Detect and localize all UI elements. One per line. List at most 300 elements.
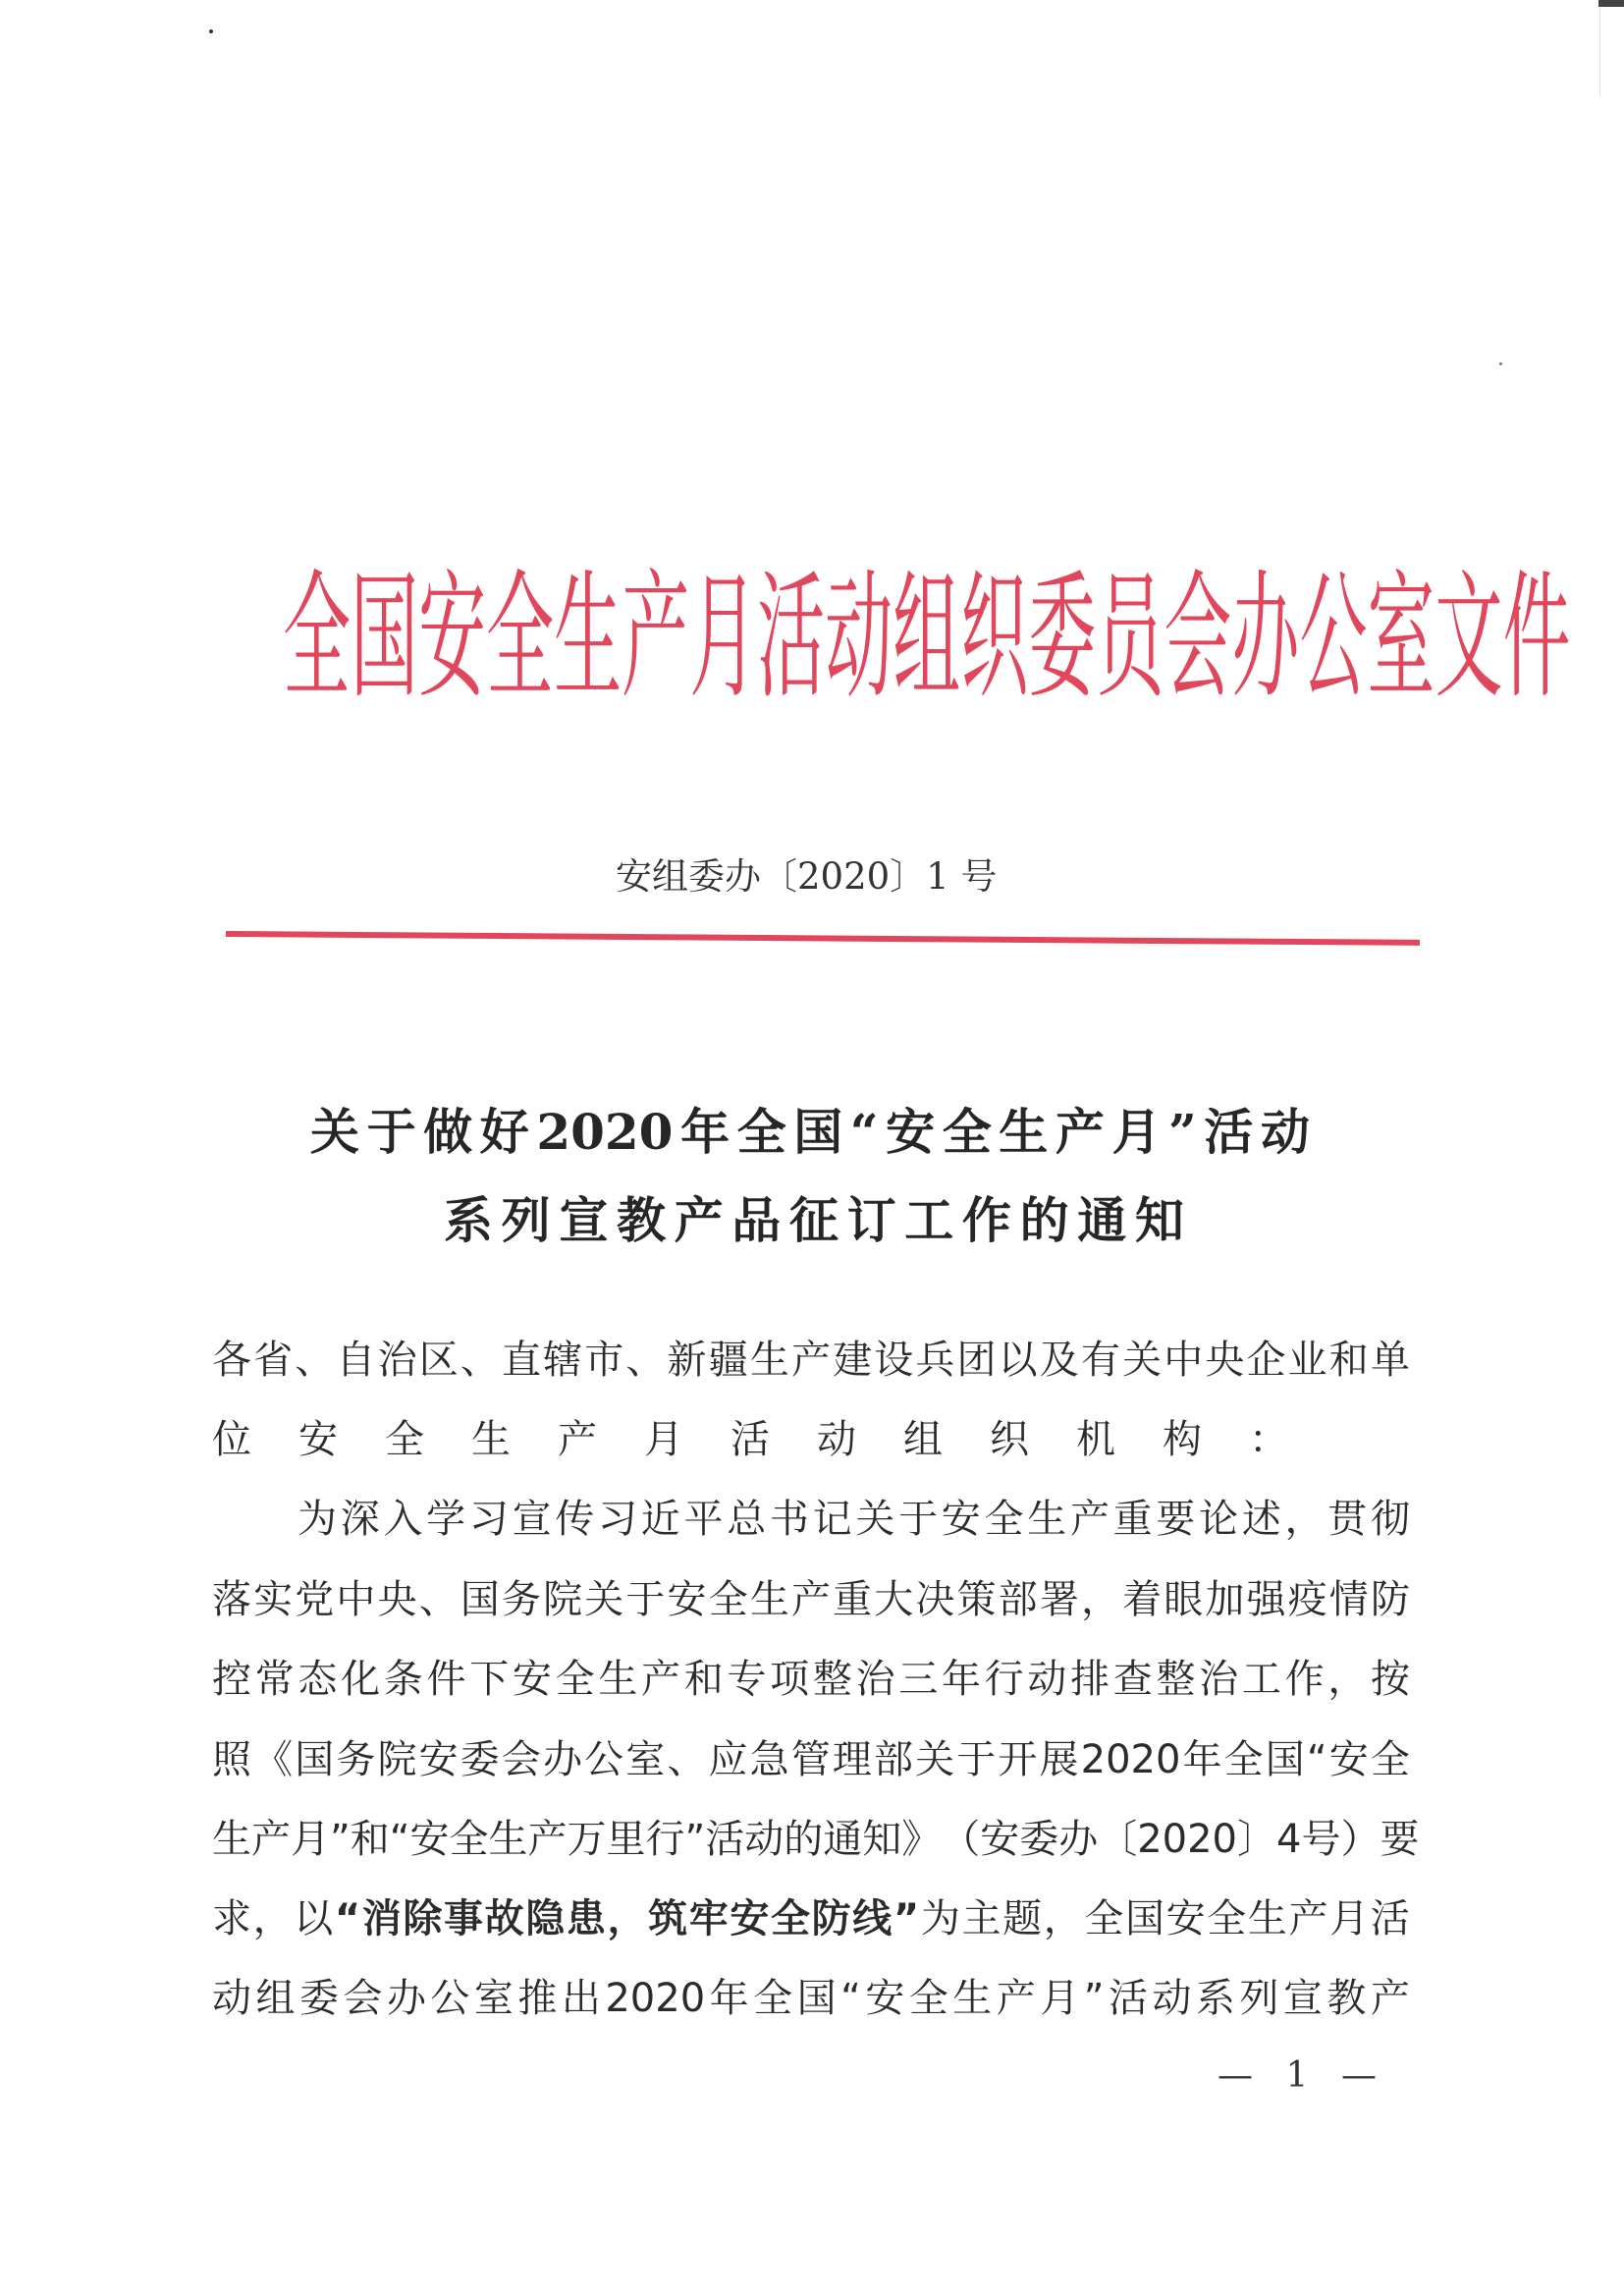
glyph: 〔 xyxy=(1098,1817,1138,1862)
glyph: 署 xyxy=(1039,1577,1079,1622)
glyph: 品 xyxy=(731,1191,782,1249)
glyph: ” xyxy=(330,1817,351,1862)
glyph: 防 xyxy=(811,1896,851,1941)
glyph: 列 xyxy=(501,1191,551,1249)
glyph: 组 xyxy=(255,1976,296,2021)
glyph: 全 xyxy=(555,1657,595,1702)
glyph: 全 xyxy=(736,1103,786,1161)
glyph: 系 xyxy=(1195,1976,1235,2021)
glyph: 部 xyxy=(874,1737,913,1782)
glyph: 公 xyxy=(1299,558,1368,718)
glyph: 《 xyxy=(253,1737,294,1782)
glyph: 兵 xyxy=(915,1338,955,1383)
glyph: 活 xyxy=(731,1417,770,1462)
glyph: 业 xyxy=(1287,1338,1327,1383)
glyph: 全 xyxy=(385,1417,424,1462)
glyph: 办 xyxy=(386,1976,426,2021)
glyph: 安 xyxy=(886,1103,936,1161)
document-title-line-2 xyxy=(444,1191,1184,1250)
glyph: 主 xyxy=(961,1896,1001,1941)
glyph: 2020 xyxy=(1080,1737,1181,1782)
glyph: 国 xyxy=(1265,1737,1305,1782)
glyph: 全 xyxy=(771,1896,811,1941)
glyph: 管 xyxy=(790,1737,831,1782)
glyph: 深 xyxy=(340,1497,380,1542)
glyph: 展 xyxy=(1039,1737,1079,1782)
glyph: 要 xyxy=(1380,1817,1420,1862)
glyph: 控 xyxy=(212,1657,251,1702)
glyph: 》 xyxy=(901,1817,942,1862)
glyph: 公 xyxy=(430,1976,470,2021)
glyph: 生 xyxy=(598,1657,638,1702)
glyph: 产 xyxy=(1288,1896,1328,1941)
glyph: 办 xyxy=(1058,1817,1099,1862)
glyph: 全 xyxy=(1084,1896,1124,1941)
glyph: ， xyxy=(1327,1657,1368,1702)
glyph: 行 xyxy=(984,1657,1024,1702)
glyph: 全 xyxy=(486,558,555,718)
document-title-line-1 xyxy=(310,1103,1310,1162)
glyph: 强 xyxy=(1246,1577,1286,1622)
glyph: ， xyxy=(607,1896,647,1941)
glyph: 新 xyxy=(667,1338,707,1383)
body-line xyxy=(212,1732,1410,1787)
glyph: 工 xyxy=(904,1191,954,1249)
glyph: 述 xyxy=(1241,1497,1281,1542)
glyph: 组 xyxy=(893,558,961,718)
glyph: 院 xyxy=(377,1737,417,1782)
glyph: 防 xyxy=(1370,1577,1410,1622)
glyph: 建 xyxy=(833,1338,873,1383)
glyph: 产 xyxy=(1069,1497,1110,1542)
glyph: 活 xyxy=(757,558,826,718)
glyph: 行 xyxy=(645,1817,685,1862)
glyph: 单 xyxy=(1370,1338,1410,1383)
glyph: 产 xyxy=(558,1417,597,1462)
glyph: 办 xyxy=(543,1737,582,1782)
letterhead-divider xyxy=(226,931,1420,946)
glyph: 产 xyxy=(790,1338,831,1383)
glyph: 中 xyxy=(336,1577,376,1622)
glyph: 总 xyxy=(727,1497,767,1542)
glyph: 月 xyxy=(689,558,758,718)
glyph: 委 xyxy=(1028,558,1097,718)
glyph: 的 xyxy=(784,1817,824,1862)
glyph: “ xyxy=(334,1896,361,1941)
glyph: 好 xyxy=(479,1103,529,1161)
glyph: 全 xyxy=(1370,1737,1410,1782)
glyph: 生 xyxy=(554,558,623,718)
glyph: 传 xyxy=(555,1497,595,1542)
glyph: 重 xyxy=(833,1577,873,1622)
body-line xyxy=(212,1812,1420,1867)
glyph: “ xyxy=(849,1103,879,1161)
glyph: 员 xyxy=(1096,558,1164,718)
glyph: 学 xyxy=(426,1497,466,1542)
body-line xyxy=(298,1492,1410,1547)
glyph: 〕 xyxy=(1237,1817,1276,1862)
glyph: 贯 xyxy=(1327,1497,1368,1542)
glyph: 里 xyxy=(606,1817,646,1862)
glyph: ” xyxy=(1083,1976,1105,2021)
glyph: 全 xyxy=(283,558,352,718)
glyph: 安 xyxy=(941,1497,981,1542)
glyph: 自 xyxy=(336,1338,376,1383)
glyph: 产 xyxy=(251,1817,291,1862)
glyph: 团 xyxy=(956,1338,997,1383)
glyph: 生 xyxy=(749,1338,789,1383)
glyph: 动 xyxy=(744,1817,785,1862)
glyph: 产 xyxy=(1055,1103,1105,1161)
glyph: 排 xyxy=(1070,1657,1110,1702)
glyph: 线 xyxy=(852,1896,893,1941)
glyph: 消 xyxy=(361,1896,402,1941)
glyph: 和 xyxy=(1328,1338,1369,1383)
glyph: 实 xyxy=(253,1577,294,1622)
glyph: 专 xyxy=(727,1657,767,1702)
glyph: 整 xyxy=(812,1657,852,1702)
glyph: 国 xyxy=(793,1103,843,1161)
glyph: “ xyxy=(1306,1737,1327,1782)
glyph: 生 xyxy=(471,1417,511,1462)
glyph: 疆 xyxy=(708,1338,748,1383)
glyph: 加 xyxy=(1205,1577,1245,1622)
glyph: 件 xyxy=(426,1657,466,1702)
glyph: 党 xyxy=(295,1577,335,1622)
glyph: 中 xyxy=(1164,1338,1204,1383)
glyph: 作 xyxy=(961,1191,1011,1249)
glyph: 央 xyxy=(1205,1338,1245,1383)
glyph: 全 xyxy=(1207,1896,1247,1941)
glyph: 事 xyxy=(444,1896,484,1941)
glyph: 急 xyxy=(749,1737,789,1782)
glyph: 国 xyxy=(295,1737,335,1782)
glyph: 宣 xyxy=(559,1191,609,1249)
glyph: 安 xyxy=(730,1896,770,1941)
glyph: 按 xyxy=(1370,1657,1410,1702)
glyph: 、 xyxy=(295,1338,335,1383)
glyph: 文 xyxy=(1435,558,1503,718)
glyph: 为 xyxy=(298,1497,337,1542)
glyph: 及 xyxy=(1039,1338,1079,1383)
glyph: 于 xyxy=(898,1497,939,1542)
glyph: 治 xyxy=(855,1657,895,1702)
glyph: 公 xyxy=(584,1737,624,1782)
glyph: （ xyxy=(941,1817,981,1862)
glyph: 年 xyxy=(709,1976,749,2021)
glyph: ） xyxy=(1340,1817,1380,1862)
glyph: 产 xyxy=(622,558,690,718)
glyph: 生 xyxy=(1027,1497,1067,1542)
glyph: 以 xyxy=(998,1338,1038,1383)
glyph: 彻 xyxy=(1370,1497,1410,1542)
glyph: 近 xyxy=(640,1497,680,1542)
glyph: 教 xyxy=(616,1191,666,1249)
page-dash-left: — xyxy=(1218,2055,1253,2096)
glyph: 知 xyxy=(862,1817,902,1862)
glyph: 题 xyxy=(1002,1896,1043,1941)
glyph: ， xyxy=(1284,1497,1325,1542)
glyph: 织 xyxy=(960,558,1029,718)
glyph: 、 xyxy=(625,1338,666,1383)
glyph: 全 xyxy=(1223,1737,1264,1782)
glyph: 室 xyxy=(625,1737,666,1782)
glyph: 产 xyxy=(790,1577,831,1622)
glyph: 各 xyxy=(212,1338,251,1383)
glyph: 平 xyxy=(683,1497,724,1542)
glyph: 重 xyxy=(1112,1497,1153,1542)
glyph: 安 xyxy=(298,1417,338,1462)
glyph: 生 xyxy=(212,1817,251,1862)
body-line xyxy=(212,1572,1410,1627)
glyph: 院 xyxy=(543,1577,583,1622)
glyph: 万 xyxy=(567,1817,607,1862)
glyph: 企 xyxy=(1246,1338,1286,1383)
glyph: 策 xyxy=(956,1577,997,1622)
glyph: 宣 xyxy=(1282,1976,1323,2021)
glyph: ” xyxy=(684,1817,706,1862)
body-line xyxy=(212,1412,1410,1467)
glyph: 教 xyxy=(1326,1976,1367,2021)
glyph: 和 xyxy=(683,1657,724,1702)
glyph: 以 xyxy=(294,1896,334,1941)
glyph: 月 xyxy=(1329,1896,1370,1941)
glyph: 理 xyxy=(832,1737,872,1782)
glyph: 全 xyxy=(984,1497,1024,1542)
glyph: 查 xyxy=(1112,1657,1153,1702)
glyph: 会 xyxy=(501,1737,541,1782)
glyph: 动 xyxy=(817,1417,856,1462)
glyph: 关 xyxy=(1122,1338,1163,1383)
glyph: 活 xyxy=(1108,1976,1148,2021)
glyph: 组 xyxy=(903,1417,943,1462)
body-line xyxy=(212,1333,1410,1388)
glyph: 活 xyxy=(1370,1896,1410,1941)
glyph: 动 xyxy=(1260,1103,1310,1161)
glyph: ” xyxy=(1168,1103,1197,1161)
glyph: 求 xyxy=(212,1896,251,1941)
glyph: “ xyxy=(389,1817,410,1862)
glyph: 织 xyxy=(990,1417,1029,1462)
glyph: 国 xyxy=(1124,1896,1164,1941)
glyph: 机 xyxy=(1076,1417,1115,1462)
body-line xyxy=(212,1891,1410,1946)
glyph: 国 xyxy=(796,1976,837,2021)
glyph: 安 xyxy=(418,558,487,718)
glyph: 工 xyxy=(1241,1657,1281,1702)
glyph: 省 xyxy=(253,1338,294,1383)
glyph: 设 xyxy=(874,1338,914,1383)
glyph: 记 xyxy=(812,1497,852,1542)
glyph: 牢 xyxy=(688,1896,729,1941)
glyph: 情 xyxy=(1328,1577,1369,1622)
glyph: 项 xyxy=(770,1657,810,1702)
glyph: 习 xyxy=(468,1497,509,1542)
glyph: ， xyxy=(1080,1577,1120,1622)
glyph: 委 xyxy=(1019,1817,1059,1862)
glyph: 全 xyxy=(908,1976,948,2021)
glyph: 做 xyxy=(423,1103,473,1161)
glyph: 2020 xyxy=(536,1103,674,1161)
glyph: 于 xyxy=(366,1103,416,1161)
glyph: 于 xyxy=(956,1737,997,1782)
glyph: 构 xyxy=(1163,1417,1202,1462)
glyph: 室 xyxy=(1367,558,1435,718)
glyph: 安 xyxy=(418,1737,459,1782)
glyph: 、 xyxy=(418,1577,459,1622)
glyph: 通 xyxy=(1077,1191,1127,1249)
glyph: 委 xyxy=(298,1976,339,2021)
glyph: 故 xyxy=(484,1896,524,1941)
glyph: 动 xyxy=(825,558,893,718)
glyph: 生 xyxy=(749,1577,789,1622)
glyph: 年 xyxy=(680,1103,731,1161)
glyph: 动 xyxy=(1152,1976,1192,2021)
page-number-value: 1 xyxy=(1285,2055,1309,2096)
glyph: 论 xyxy=(1199,1497,1239,1542)
glyph: 月 xyxy=(1111,1103,1162,1161)
glyph: 生 xyxy=(952,1976,993,2021)
glyph: 书 xyxy=(769,1497,809,1542)
glyph: ： xyxy=(1249,1417,1288,1462)
glyph: 年 xyxy=(941,1657,981,1702)
glyph: 关 xyxy=(855,1497,895,1542)
glyph: 隐 xyxy=(525,1896,566,1941)
glyph: 推 xyxy=(517,1976,558,2021)
page-dash-right: — xyxy=(1341,2055,1377,2096)
glyph: 生 xyxy=(488,1817,528,1862)
glyph: 决 xyxy=(915,1577,955,1622)
glyph: 大 xyxy=(874,1577,914,1622)
glyph: 月 xyxy=(291,1817,330,1862)
glyph: 关 xyxy=(584,1577,624,1622)
glyph: 产 xyxy=(641,1657,681,1702)
glyph: 产 xyxy=(996,1976,1036,2021)
glyph: 号 xyxy=(1301,1817,1341,1862)
glyph: 生 xyxy=(999,1103,1049,1161)
glyph: 产 xyxy=(527,1817,568,1862)
glyph: 安 xyxy=(1165,1896,1206,1941)
glyph: 系 xyxy=(444,1191,493,1249)
glyph: 区 xyxy=(418,1338,459,1383)
glyph: 月 xyxy=(1040,1976,1080,2021)
glyph: 订 xyxy=(846,1191,896,1249)
glyph: 照 xyxy=(212,1737,251,1782)
glyph: 三 xyxy=(898,1657,939,1702)
glyph: 生 xyxy=(1247,1896,1287,1941)
glyph: 要 xyxy=(1156,1497,1196,1542)
glyph: 的 xyxy=(1019,1191,1069,1249)
glyph: 动 xyxy=(212,1976,251,2021)
glyph: 2020 xyxy=(605,1976,706,2021)
issuer-letterhead xyxy=(283,555,1571,722)
glyph: 市 xyxy=(584,1338,624,1383)
glyph: 知 xyxy=(1134,1191,1184,1249)
glyph: 关 xyxy=(915,1737,955,1782)
glyph: 化 xyxy=(341,1657,381,1702)
glyph: 和 xyxy=(350,1817,390,1862)
body-line xyxy=(212,1971,1410,2026)
glyph: 除 xyxy=(403,1896,443,1941)
glyph: 辖 xyxy=(543,1338,583,1383)
glyph: 央 xyxy=(377,1577,417,1622)
glyph: 室 xyxy=(473,1976,514,2021)
glyph: 委 xyxy=(460,1737,500,1782)
scan-edge-line xyxy=(1599,8,1600,96)
body-line xyxy=(212,1652,1410,1707)
glyph: 安 xyxy=(667,1577,707,1622)
glyph: 安 xyxy=(865,1976,905,2021)
glyph: 宣 xyxy=(512,1497,552,1542)
scan-corner-mark xyxy=(1598,0,1624,7)
glyph: 件 xyxy=(1502,558,1571,718)
glyph: 、 xyxy=(667,1737,707,1782)
glyph: 全 xyxy=(708,1577,748,1622)
glyph: 为 xyxy=(920,1896,960,1941)
glyph: 直 xyxy=(501,1338,541,1383)
page-number xyxy=(1218,2054,1377,2098)
glyph: 通 xyxy=(823,1817,863,1862)
glyph: 疫 xyxy=(1287,1577,1327,1622)
glyph: 全 xyxy=(753,1976,793,2021)
glyph: 入 xyxy=(383,1497,423,1542)
glyph: 务 xyxy=(501,1577,541,1622)
glyph: 安 xyxy=(1328,1737,1369,1782)
scan-speck xyxy=(209,29,213,33)
glyph: 条 xyxy=(383,1657,423,1702)
scan-speck xyxy=(1499,362,1502,365)
glyph: 全 xyxy=(942,1103,992,1161)
glyph: 开 xyxy=(998,1737,1038,1782)
glyph: 活 xyxy=(705,1817,745,1862)
glyph: 全 xyxy=(449,1817,489,1862)
glyph: 患 xyxy=(566,1896,606,1941)
glyph: 作 xyxy=(1284,1657,1325,1702)
glyph: 会 xyxy=(1164,558,1232,718)
glyph: 安 xyxy=(409,1817,450,1862)
glyph: “ xyxy=(840,1976,861,2021)
glyph: 4 xyxy=(1276,1817,1302,1862)
glyph: 征 xyxy=(788,1191,839,1249)
glyph: 产 xyxy=(1370,1976,1410,2021)
glyph: 治 xyxy=(1199,1657,1239,1702)
glyph: 列 xyxy=(1239,1976,1279,2021)
glyph: ， xyxy=(252,1896,293,1941)
glyph: 年 xyxy=(1182,1737,1222,1782)
glyph: 月 xyxy=(644,1417,683,1462)
glyph: 动 xyxy=(1027,1657,1067,1702)
glyph: 国 xyxy=(351,558,419,718)
glyph: 活 xyxy=(1204,1103,1254,1161)
glyph: 关 xyxy=(310,1103,359,1161)
glyph: 安 xyxy=(512,1657,552,1702)
glyph: 整 xyxy=(1156,1657,1196,1702)
glyph: 应 xyxy=(708,1737,748,1782)
glyph: 于 xyxy=(625,1577,666,1622)
glyph: 态 xyxy=(298,1657,338,1702)
glyph: 出 xyxy=(561,1976,601,2021)
glyph: 治 xyxy=(377,1338,417,1383)
glyph: 会 xyxy=(343,1976,383,2021)
glyph: 务 xyxy=(336,1737,376,1782)
glyph: 眼 xyxy=(1164,1577,1204,1622)
glyph: 落 xyxy=(212,1577,251,1622)
document-number: 安组委办〔2020〕1 号 xyxy=(616,855,998,898)
glyph: 2020 xyxy=(1137,1817,1237,1862)
glyph: 着 xyxy=(1122,1577,1163,1622)
glyph: 部 xyxy=(998,1577,1038,1622)
glyph: 有 xyxy=(1080,1338,1120,1383)
